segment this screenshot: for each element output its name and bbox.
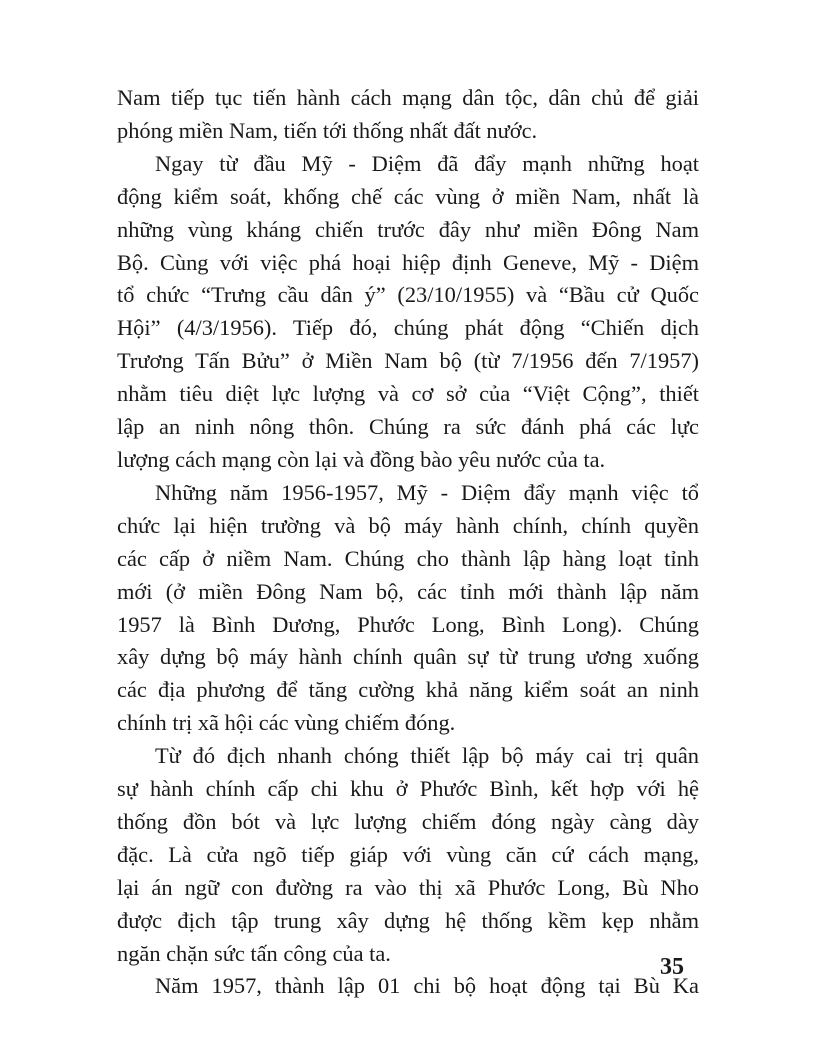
text-line: 1957 là Bình Dương, Phước Long, Bình Long). Chúng [117, 611, 699, 637]
paragraph-start-line: Năm 1957, thành lập 01 chi bộ hoạt động tại Bù Ka [155, 973, 699, 999]
paragraph-start-line: Những năm 1956-1957, Mỹ - Diệm đẩy mạnh việc tổ [155, 479, 699, 505]
text-line: xây dựng bộ máy hành chính quân sự từ trung ương xuống [117, 644, 699, 670]
text-line: Trương Tấn Bửu” ở Miền Nam bộ (từ 7/1956 đến 7/1957) [117, 348, 699, 374]
text-line: Nam tiếp tục tiến hành cách mạng dân tộc, dân chủ để giải [117, 85, 699, 110]
text-line: Bộ. Cùng với việc phá hoại hiệp định Geneve, Mỹ - Diệm [117, 249, 699, 275]
text-line: lượng cách mạng còn lại và đồng bào yêu nước của ta. [117, 446, 606, 472]
body-text [117, 82, 699, 1003]
text-line: nhằm tiêu diệt lực lượng và cơ sở của “Việt Cộng”, thiết [117, 381, 699, 407]
text-line: sự hành chính cấp chi khu ở Phước Bình, kết hợp với hệ [117, 776, 699, 802]
paragraph-start-line: Từ đó địch nhanh chóng thiết lập bộ máy cai trị quân [155, 743, 699, 769]
text-line: những vùng kháng chiến trước đây như miền Đông Nam [117, 216, 699, 242]
paragraph-start-line: Ngay từ đầu Mỹ - Diệm đã đẩy mạnh những hoạt [155, 150, 699, 176]
text-line: lại án ngữ con đường ra vào thị xã Phước Long, Bù Nho [117, 874, 699, 900]
text-line: mới (ở miền Đông Nam bộ, các tỉnh mới thành lập năm [117, 578, 699, 604]
text-line: Hội” (4/3/1956). Tiếp đó, chúng phát động “Chiến dịch [117, 315, 699, 341]
text-line: thống đồn bót và lực lượng chiếm đóng ngày càng dày [117, 808, 699, 834]
text-line: lập an ninh nông thôn. Chúng ra sức đánh phá các lực [117, 414, 699, 440]
text-line: phóng miền Nam, tiến tới thống nhất đất nước. [117, 117, 538, 143]
text-line: được địch tập trung xây dựng hệ thống kềm kẹp nhằm [117, 907, 699, 933]
page-number: 35 [660, 954, 684, 980]
text-line: chính trị xã hội các vùng chiếm đóng. [117, 710, 456, 736]
text-line: động kiểm soát, khống chế các vùng ở miền Nam, nhất là [117, 183, 699, 209]
text-line: ngăn chặn sức tấn công của ta. [117, 940, 391, 966]
text-line: đặc. Là cửa ngõ tiếp giáp với vùng căn cứ cách mạng, [117, 841, 699, 867]
text-line: tổ chức “Trưng cầu dân ý” (23/10/1955) và “Bầu cử Quốc [117, 282, 699, 308]
text-line: các cấp ở niềm Nam. Chúng cho thành lập hàng loạt tỉnh [117, 545, 699, 571]
text-line: các địa phương để tăng cường khả năng kiểm soát an ninh [117, 677, 699, 703]
text-line: chức lại hiện trường và bộ máy hành chính, chính quyền [117, 512, 699, 538]
